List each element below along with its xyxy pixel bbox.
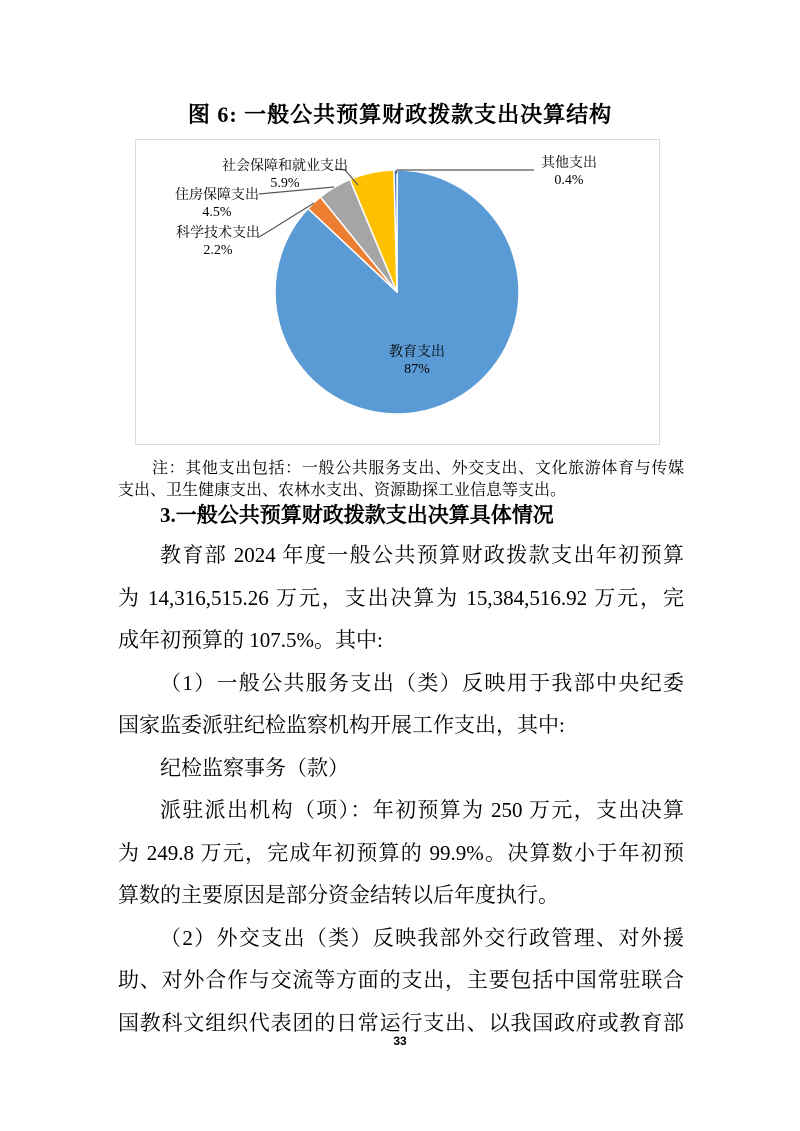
text-line: （1）一般公共服务支出（类）反映用于我部中央纪委	[160, 670, 684, 695]
text-line: （2）外交支出（类）反映我部外交行政管理、对外援	[160, 925, 684, 950]
pie-label-value: 4.5%	[202, 205, 232, 220]
text-line: 注：其他支出包括：一般公共服务支出、外交支出、文化旅游体育与传媒	[152, 460, 684, 477]
text-line: 为 14,316,515.26 万元，支出决算为 15,384,516.92 万元，完	[118, 585, 684, 610]
pie-label-text: 社会保障和就业支出	[222, 159, 348, 174]
pie-label-education	[389, 344, 445, 378]
pie-label-value: 0.4%	[554, 173, 584, 188]
text-line: 成年初预算的 107.5%。其中:	[118, 628, 383, 652]
text-line: 助、对外合作与交流等方面的支出，主要包括中国常驻联合	[118, 968, 684, 992]
paragraph	[118, 747, 684, 790]
page-number: 33	[393, 1034, 407, 1048]
body-text	[118, 534, 684, 1044]
text-line: 为 249.8 万元，完成年初预算的 99.9%。决算数小于年初预	[118, 840, 684, 865]
paragraph	[118, 789, 684, 917]
paragraph	[118, 917, 684, 1045]
pie-label-text: 科学技术支出	[176, 226, 260, 241]
text-line: 派驻派出机构（项）：年初预算为 250 万元，支出决算	[160, 798, 684, 822]
section-heading: 3.一般公共预算财政拨款支出决算具体情况	[160, 503, 554, 527]
pie-label-text: 住房保障支出	[175, 188, 259, 203]
pie-label-text: 其他支出	[541, 156, 597, 171]
pie-chart	[135, 139, 660, 445]
pie-label-other	[541, 155, 597, 189]
paragraph	[118, 662, 684, 747]
paragraph	[118, 534, 684, 662]
figure-note	[118, 458, 684, 503]
pie-label-housing	[175, 187, 259, 221]
text-line: 算数的主要原因是部分资金结转以后年度执行。	[118, 883, 559, 907]
pie-label-value: 2.2%	[203, 243, 233, 258]
pie-label-value: 5.9%	[270, 176, 300, 191]
text-line: 国教科文组织代表团的日常运行支出、以我国政府或教育部	[118, 1010, 684, 1035]
pie-label-value: 87%	[404, 362, 430, 377]
pie-label-text: 教育支出	[389, 345, 445, 360]
text-line: 国家监委派驻纪检监察机构开展工作支出，其中:	[118, 713, 565, 737]
text-line: 支出、卫生健康支出、农林水支出、资源勘探工业信息等支出。	[118, 482, 567, 500]
figure-title: 图 6: 一般公共预算财政拨款支出决算结构	[187, 102, 613, 127]
text-line: 纪检监察事务（款）	[160, 755, 349, 780]
text-line: 教育部 2024 年度一般公共预算财政拨款支出年初预算	[160, 543, 684, 567]
pie-label-science	[176, 225, 260, 259]
